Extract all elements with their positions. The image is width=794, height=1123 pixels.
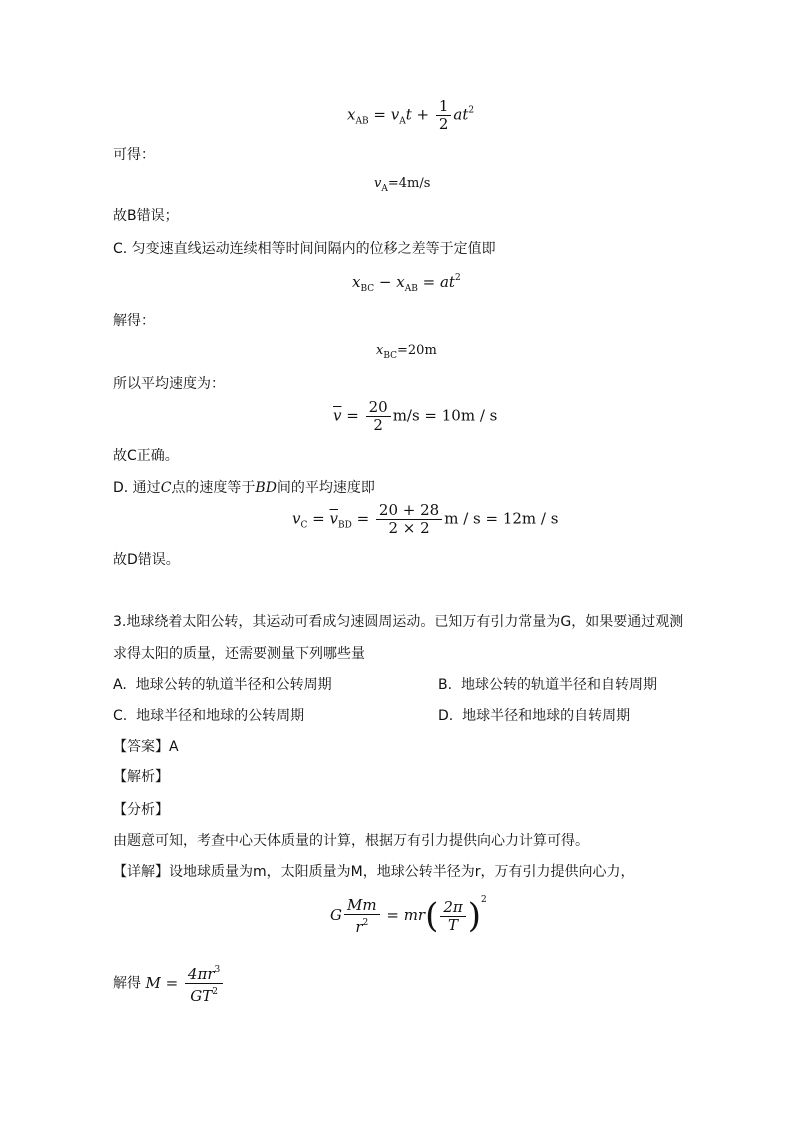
question3-stem-line1: 3.地球绕着太阳公转，其运动可看成匀速圆周运动。已知万有引力常量为G，如果要通过观测 <box>113 614 684 630</box>
equation-xbc: $x_{BC}=20m$ <box>376 343 437 361</box>
option-a: A. 地球公转的轨道半径和公转周期 <box>113 677 332 693</box>
option-d: D. 地球半径和地球的自转周期 <box>438 708 631 724</box>
text-d-wrong: 故D错误。 <box>113 552 180 568</box>
text-b-wrong: 故B错误； <box>113 208 179 224</box>
text-can-get: 可得： <box>113 147 155 163</box>
analysis-heading: 【解析】 <box>113 769 169 785</box>
option-c: C. 地球半径和地球的公转周期 <box>113 708 305 724</box>
text-solve-get: 解得： <box>113 313 155 329</box>
detail-text: 【详解】设地球质量为m，太阳质量为M，地球公转半径为r，万有引力提供向心力， <box>113 864 635 880</box>
equation-avg-speed: $\overline{v}$ = $\frac{20}{2}$ m/s = 10m / s <box>333 398 498 434</box>
equation-xab: $x_{AB} = v_At$ + $\frac{1}{2}$ $at^2$ <box>347 97 475 133</box>
text-avg-speed-intro: 所以平均速度为： <box>113 376 225 392</box>
equation-xbc-xab: $x_{BC} - x_{AB} = at^2$ <box>352 273 461 294</box>
fenxi-text: 由题意可知，考查中心天体质量的计算，根据万有引力提供向心力计算可得。 <box>113 833 589 849</box>
fenxi-heading: 【分析】 <box>113 802 169 818</box>
text-d-reason: D. 通过C点的速度等于BD间的平均速度即 <box>113 480 375 496</box>
equation-vc: $v_C = \overline{v}_{BD}$ = $\frac{20 + 28}{2 \times 2}$ m / s = 12m / s <box>292 501 559 537</box>
option-b: B. 地球公转的轨道半径和自转周期 <box>438 677 657 693</box>
solve-result: 解得 M = $\frac{4\pi r^3}{GT^2}$ <box>113 962 225 1005</box>
text-c-reason: C. 匀变速直线运动连续相等时间间隔内的位移之差等于定值即 <box>113 241 496 257</box>
equation-gravitation: G $\frac{Mm}{r^2}$ = mr( $\frac{2\pi}{T}$ )$^2$ <box>330 895 487 936</box>
question3-stem-line2: 求得太阳的质量，还需要测量下列哪些量 <box>113 646 365 662</box>
equation-va: $v_A=4m/s$ <box>374 176 431 194</box>
answer: 【答案】A <box>113 739 179 755</box>
text-c-correct: 故C正确。 <box>113 448 179 464</box>
